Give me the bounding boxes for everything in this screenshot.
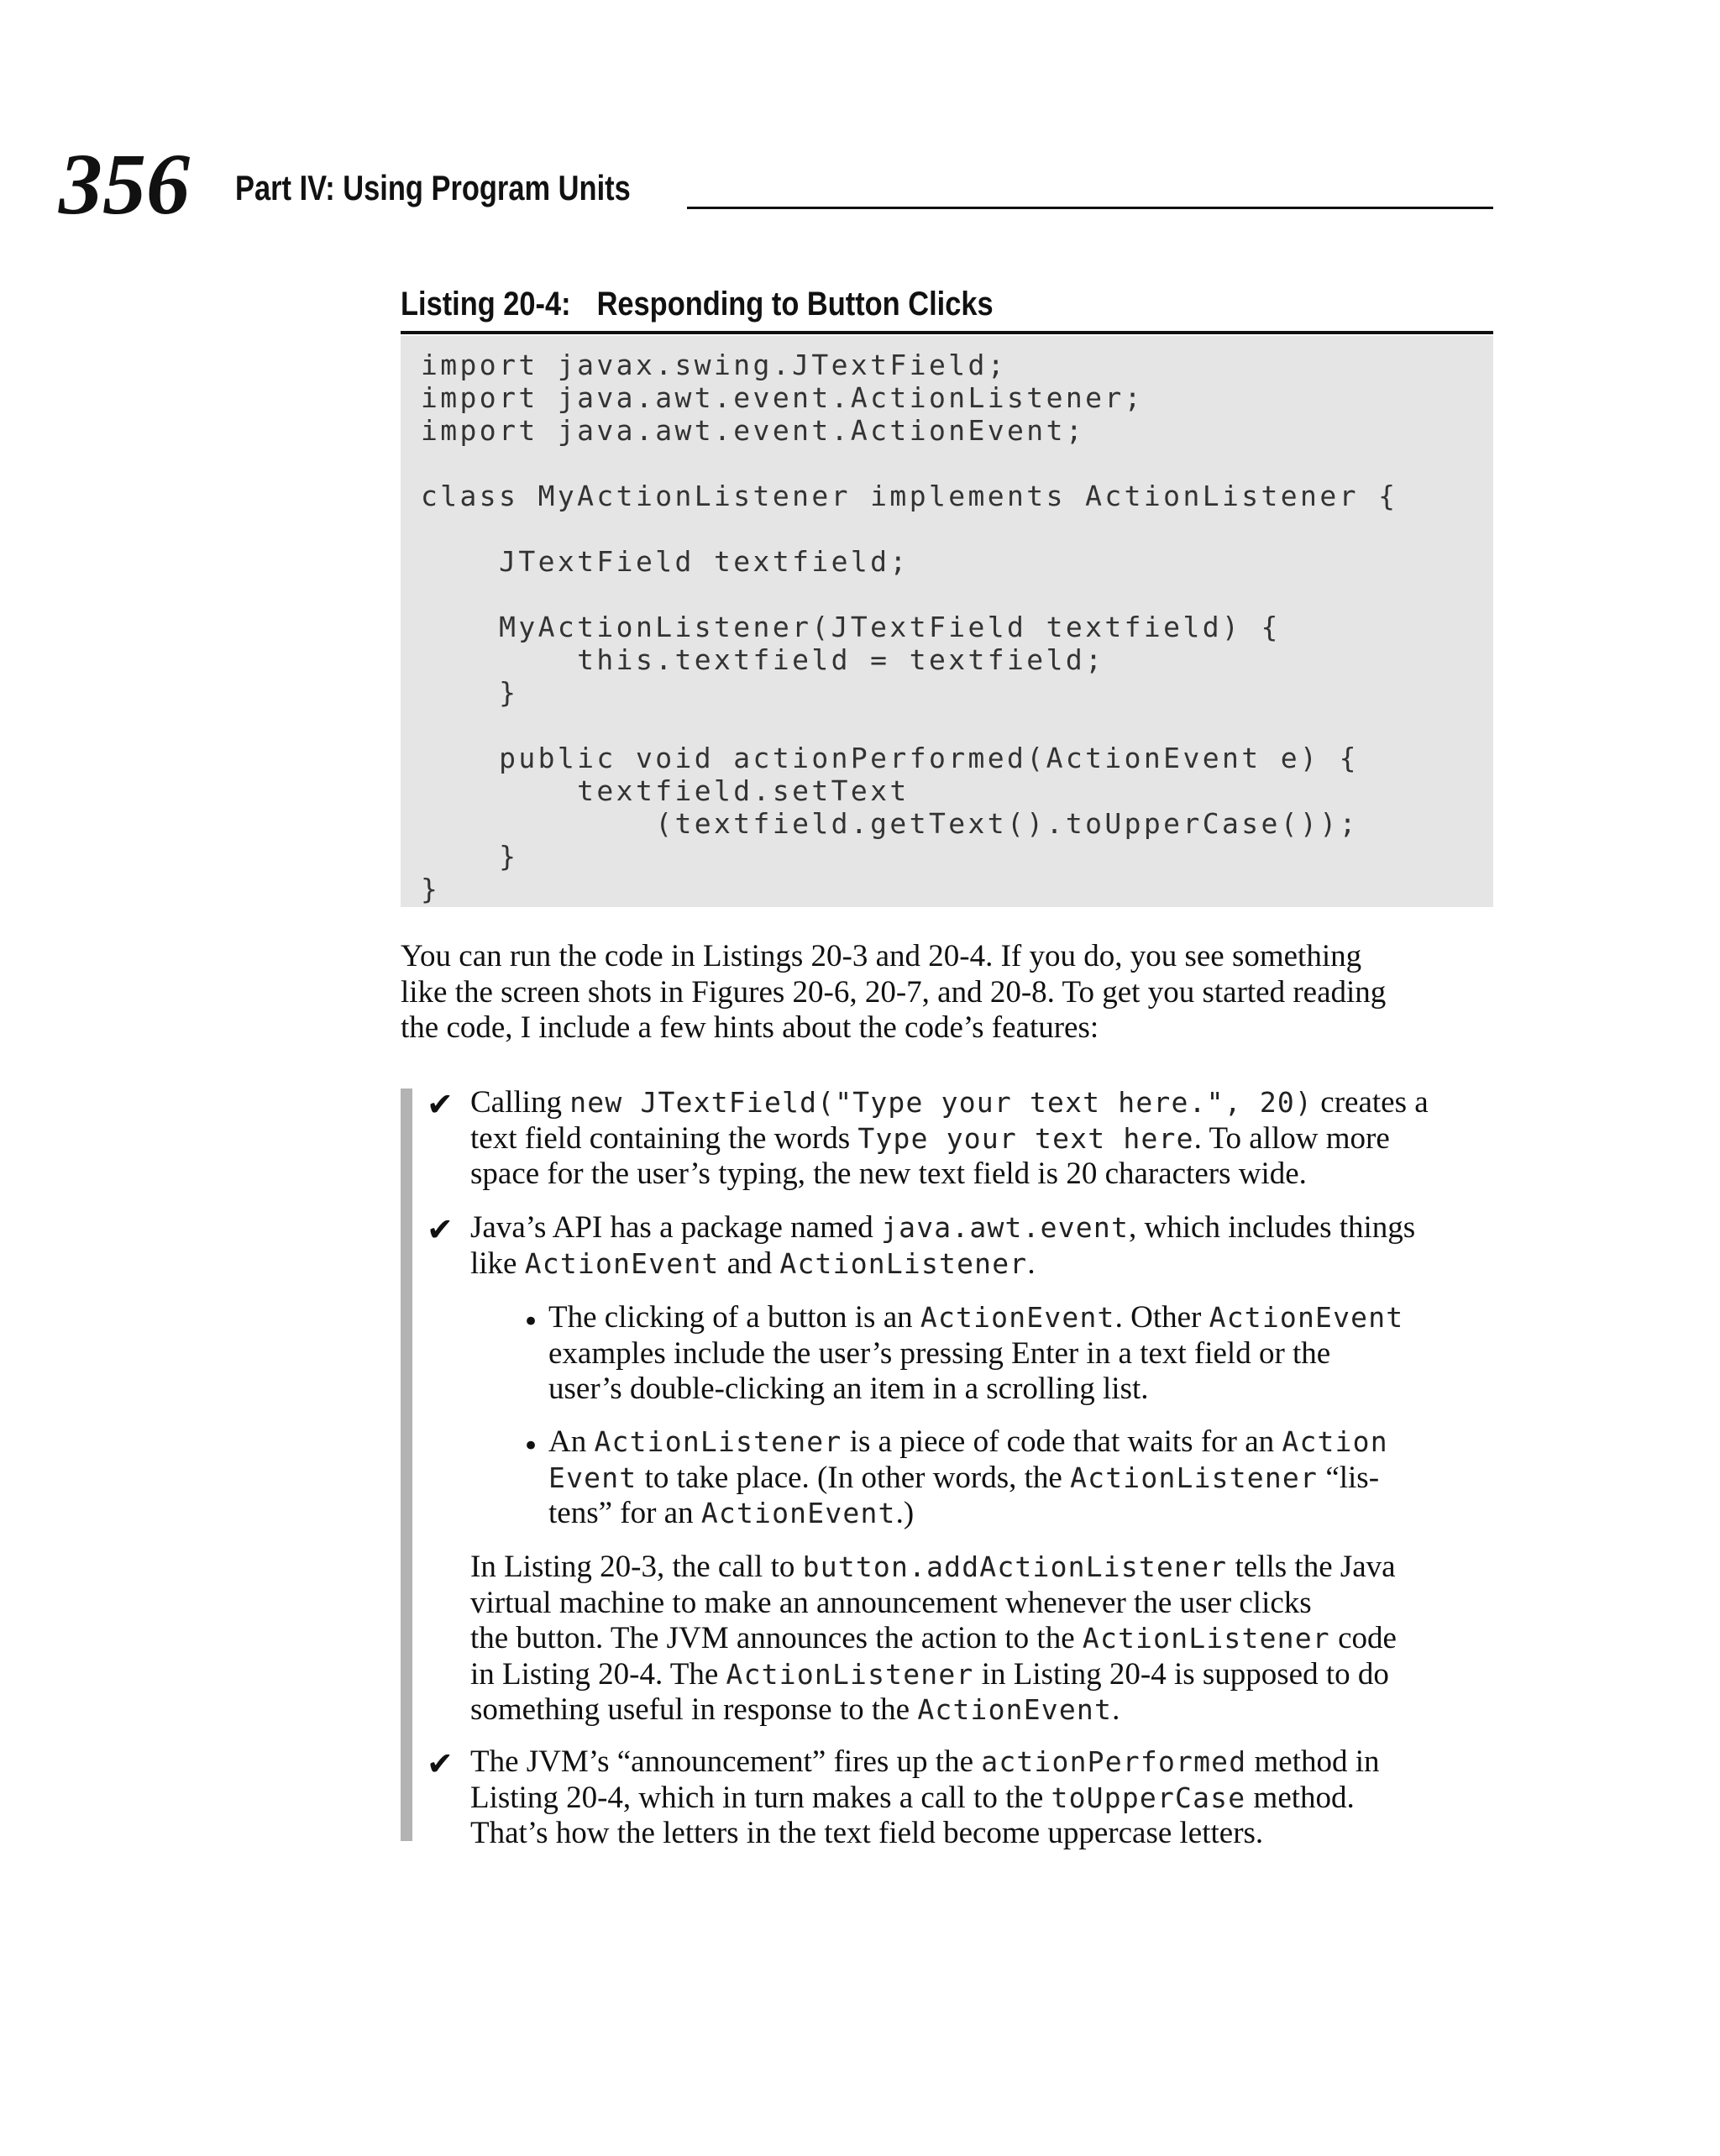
text-run: in Listing 20-4 is supposed to do [973,1656,1389,1692]
listing-label: Listing 20-4: [401,286,571,323]
intro-paragraph [401,939,1501,1047]
running-head: Part IV: Using Program Units [235,168,631,207]
check-mark-icon: ✔ [427,1086,454,1123]
inline-code: ActionListener [1082,1622,1330,1655]
bullet-dot-icon: • [522,1429,540,1463]
code-line: import javax.swing.JTextField; [421,349,1008,381]
text-line: That’s how the letters in the text field become uppercase letters. [470,1816,1264,1851]
bullet-list-bar [401,1088,412,1841]
text-run: Java’s API has a package named [470,1210,882,1245]
inline-code: button.addActionListener [802,1550,1228,1583]
code-line: MyActionListener(JTextField textfield) { [421,611,1281,643]
text-run: tens” for an [548,1496,701,1531]
text-run: An [548,1424,595,1459]
text-run: In Listing 20-3, the call to [470,1550,803,1584]
text-run: in Listing 20-4. The [470,1656,726,1692]
inline-code: Type your text here [857,1121,1194,1155]
text-run: . To allow more [1193,1120,1390,1156]
code-line: } [421,840,519,873]
text-run: creates a [1313,1085,1429,1120]
text-line: virtual machine to make an announcement whenever the user clicks [470,1585,1312,1620]
code-listing [401,336,1493,907]
code-line: textfield.setText [421,774,910,807]
code-line: } [421,676,519,709]
text-run: method in [1246,1744,1380,1779]
inline-code: ActionEvent [917,1693,1113,1727]
text-run: is a piece of code that waits for an [842,1424,1282,1459]
inline-code: ActionEvent [700,1497,896,1530]
code-line: } [421,873,441,905]
bullet-dot-icon: • [522,1305,540,1339]
inline-code: ActionEvent [920,1301,1115,1334]
bullet-item [470,1085,1429,1193]
code-line: public void actionPerformed(ActionEvent e) { [421,742,1359,774]
text-line: You can run the code in Listings 20-3 and 20-4. If you do, you see something [401,939,1362,973]
code-line: import java.awt.event.ActionEvent; [421,414,1086,447]
code-line: import java.awt.event.ActionListener; [421,381,1144,414]
text-line: space for the user’s typing, the new text field is 20 characters wide. [470,1157,1307,1192]
inline-code: java.awt.event [881,1211,1130,1244]
text-run: like [470,1246,525,1281]
listing-title: Responding to Button Clicks [596,286,994,323]
listing-rule [401,331,1493,334]
text-line: like the screen shots in Figures 20-6, 20-7, and 20-8. To get you started reading [401,974,1387,1010]
inline-code: ActionEvent [524,1246,720,1280]
listing-caption [401,287,994,321]
text-run: code [1329,1621,1397,1656]
inline-code: toUpperCase [1051,1781,1246,1814]
text-run: , which includes things [1129,1210,1416,1245]
text-run: . [1112,1692,1120,1728]
text-run: and [719,1246,780,1281]
text-run: something useful in response to the [470,1692,918,1728]
inline-code: Event [548,1461,637,1494]
inline-code: actionPerformed [981,1745,1247,1778]
header-rule [687,207,1493,209]
text-run: Calling [470,1085,570,1120]
text-run: method. [1245,1780,1355,1815]
text-line: user’s double-clicking an item in a scrolling list. [548,1372,1149,1407]
code-line: (textfield.getText().toUpperCase()); [421,807,1359,840]
text-run: “lis- [1318,1460,1380,1495]
code-line: this.textfield = textfield; [421,643,1105,676]
page-number: 356 [59,136,190,233]
text-run: .) [895,1496,915,1531]
inline-code: ActionListener [594,1425,842,1458]
text-line: examples include the user’s pressing Enter in a text field or the [548,1335,1331,1371]
bullet-item [470,1210,1415,1282]
list-paragraph [470,1550,1397,1728]
bullet-item [470,1744,1380,1852]
inline-code: Action [1282,1425,1388,1458]
code-line: class MyActionListener implements ActionListener { [421,480,1398,512]
text-run: to take place. (In other words, the [637,1460,1071,1495]
check-mark-icon: ✔ [427,1745,454,1782]
check-mark-icon: ✔ [427,1211,454,1248]
inline-code: new JTextField("Type your text here.", 20) [569,1086,1314,1119]
text-line: the code, I include a few hints about the code’s features: [401,1010,1099,1046]
inline-code: ActionListener [779,1246,1028,1280]
text-run: text field containing the words [470,1120,858,1156]
inline-code: ActionListener [726,1657,974,1691]
text-run: . Other [1114,1300,1209,1335]
text-run: The clicking of a button is an [548,1300,920,1335]
text-run: . [1027,1246,1036,1281]
inline-code: ActionListener [1070,1461,1319,1494]
sub-bullet-item [548,1300,1403,1408]
text-run: Listing 20-4, which in turn makes a call to the [470,1780,1051,1815]
inline-code: ActionEvent [1209,1301,1404,1334]
text-run: tells the Java [1227,1550,1396,1584]
code-line: JTextField textfield; [421,545,910,578]
text-run: the button. The JVM announces the action to the [470,1621,1083,1656]
sub-bullet-item [548,1424,1388,1532]
text-run: The JVM’s “announcement” fires up the [470,1744,982,1779]
